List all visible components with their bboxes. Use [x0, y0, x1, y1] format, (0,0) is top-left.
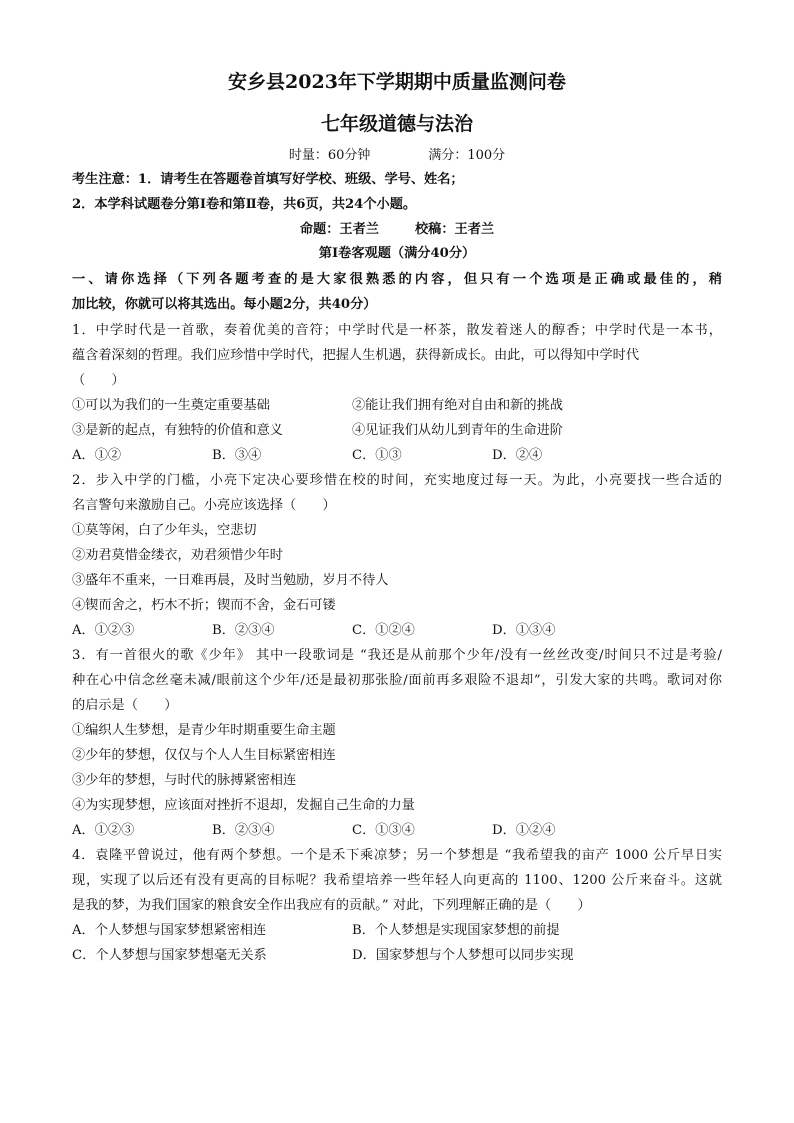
q4-stem-line-1: 4．袁隆平曾说过，他有两个梦想。一个是禾下乘凉梦；另一个梦想是 “我希望我的亩产 1000 公斤早日实: [72, 848, 722, 863]
q2-stem-line-2: 名言警句来激励自己。小亮应该选择（ ）: [72, 498, 336, 513]
q1-options: [72, 446, 722, 466]
q1-option-b: B．③④: [212, 448, 262, 463]
q1-statement-4: ④见证我们从幼儿到青年的生命进阶: [352, 423, 563, 438]
q1-statements-row-1: [72, 396, 722, 416]
q1-stem-line-2: 蕴含着深刻的哲理。我们应珍惜中学时代，把握人生机遇，获得新成长。由此，可以得知中学时代: [72, 348, 640, 363]
q3-statement-4: ④为实现梦想，应该面对挫折不退却，发掘自己生命的力量: [72, 798, 415, 813]
q4-options-row-2: [72, 946, 722, 966]
q3-option-d: D．①②④: [492, 823, 556, 838]
exam-reviewer: 校稿：王者兰: [415, 222, 495, 237]
q3-option-b: B．②③④: [212, 823, 275, 838]
part1-heading: 第Ⅰ卷客观题（满分40分）: [318, 246, 476, 261]
q4-stem-line-3: 是我的梦，为我们国家的粮食安全作出我应有的贡献。” 对此，下列理解正确的是（ ）: [72, 898, 591, 913]
q1-statement-3: ③是新的起点，有独特的价值和意义: [72, 423, 283, 438]
exam-authors: [72, 220, 722, 240]
notice-line-1: 考生注意：1．请考生在答题卷首填写好学校、班级、学号、姓名；: [72, 172, 464, 187]
q4-option-c: C．个人梦想与国家梦想毫无关系: [72, 948, 267, 963]
q3-stem-line-3: 的启示是（ ）: [72, 698, 178, 713]
exam-author: 命题：王者兰: [299, 222, 379, 237]
q1-statements-row-2: [72, 421, 722, 441]
exam-subtitle: 七年级道德与法治: [320, 113, 473, 135]
q3-option-a: A．①②③: [72, 823, 135, 838]
q2-option-c: C．①②④: [352, 623, 415, 638]
q4-stem-line-2: 现，实现了以后还有没有更高的目标呢？我希望培养一些年轻人向更高的 1100、1200 公斤来奋斗。这就: [72, 873, 722, 888]
q1-statement-1: ①可以为我们的一生奠定重要基础: [72, 398, 270, 413]
q2-option-b: B．②③④: [212, 623, 275, 638]
q3-statement-2: ②少年的梦想，仅仅与个人人生目标紧密相连: [72, 748, 336, 763]
q3-option-c: C．①③④: [352, 823, 415, 838]
q4-option-d: D．国家梦想与个人梦想可以同步实现: [352, 948, 574, 963]
q2-option-a: A．①②③: [72, 623, 135, 638]
q1-option-d: D．②④: [492, 448, 543, 463]
q4-option-b: B．个人梦想是实现国家梦想的前提: [352, 923, 560, 938]
q2-statement-1: ①莫等闲，白了少年头，空悲切: [72, 523, 257, 538]
q1-stem-line-1: 1．中学时代是一首歌，奏着优美的音符；中学时代是一杯茶，散发着迷人的醇香；中学时代是一本书，: [72, 323, 722, 338]
notice-line-2: 2．本学科试题卷分第Ⅰ卷和第Ⅱ卷，共6页，共24个小题。: [72, 197, 417, 212]
q2-option-d: D．①③④: [492, 623, 556, 638]
q3-stem-line-2: 种在心中信念丝毫未减/眼前这个少年/还是最初那张脸/面前再多艰险不退却”，引发大家的共鸣。歌词对你: [72, 673, 722, 688]
q4-options-row-1: [72, 921, 722, 941]
q2-statement-4: ④锲而舍之，朽木不折；锲而不舍，金石可镂: [72, 598, 336, 613]
q2-statement-3: ③盛年不重来，一日难再晨，及时当勉励，岁月不待人: [72, 573, 389, 588]
section1-instruction-line-2: 加比较，你就可以将其选出。每小题2分，共40分）: [72, 297, 377, 312]
q1-statement-2: ②能让我们拥有绝对自由和新的挑战: [352, 398, 563, 413]
exam-meta: [72, 146, 722, 166]
q1-option-c: C．①③: [352, 448, 402, 463]
q2-options: [72, 621, 722, 641]
q3-options: [72, 821, 722, 841]
q2-statement-2: ②劝君莫惜金缕衣，劝君须惜少年时: [72, 548, 283, 563]
q1-stem-line-3: （ ）: [72, 373, 125, 388]
exam-time: 时量：60分钟: [288, 148, 371, 163]
q3-statement-1: ①编织人生梦想，是青少年时期重要生命主题: [72, 723, 336, 738]
exam-title: 安乡县2023年下学期期中质量监测问卷: [228, 71, 566, 93]
exam-score: 满分：100分: [428, 148, 506, 163]
q4-option-a: A．个人梦想与国家梦想紧密相连: [72, 923, 267, 938]
q2-stem-line-1: 2．步入中学的门槛，小亮下定决心要珍惜在校的时间，充实地度过每一天。为此，小亮要找一些合适的: [72, 473, 722, 488]
q3-statement-3: ③少年的梦想，与时代的脉搏紧密相连: [72, 773, 297, 788]
q3-stem-line-1: 3．有一首很火的歌《少年》 其中一段歌词是 “我还是从前那个少年/没有一丝丝改变/时间只不过是考验/: [72, 648, 722, 663]
q1-option-a: A．①②: [72, 448, 122, 463]
section1-instruction-line-1: 一、请你选择（下列各题考查的是大家很熟悉的内容，但只有一个选项是正确或最佳的，稍: [72, 272, 722, 287]
